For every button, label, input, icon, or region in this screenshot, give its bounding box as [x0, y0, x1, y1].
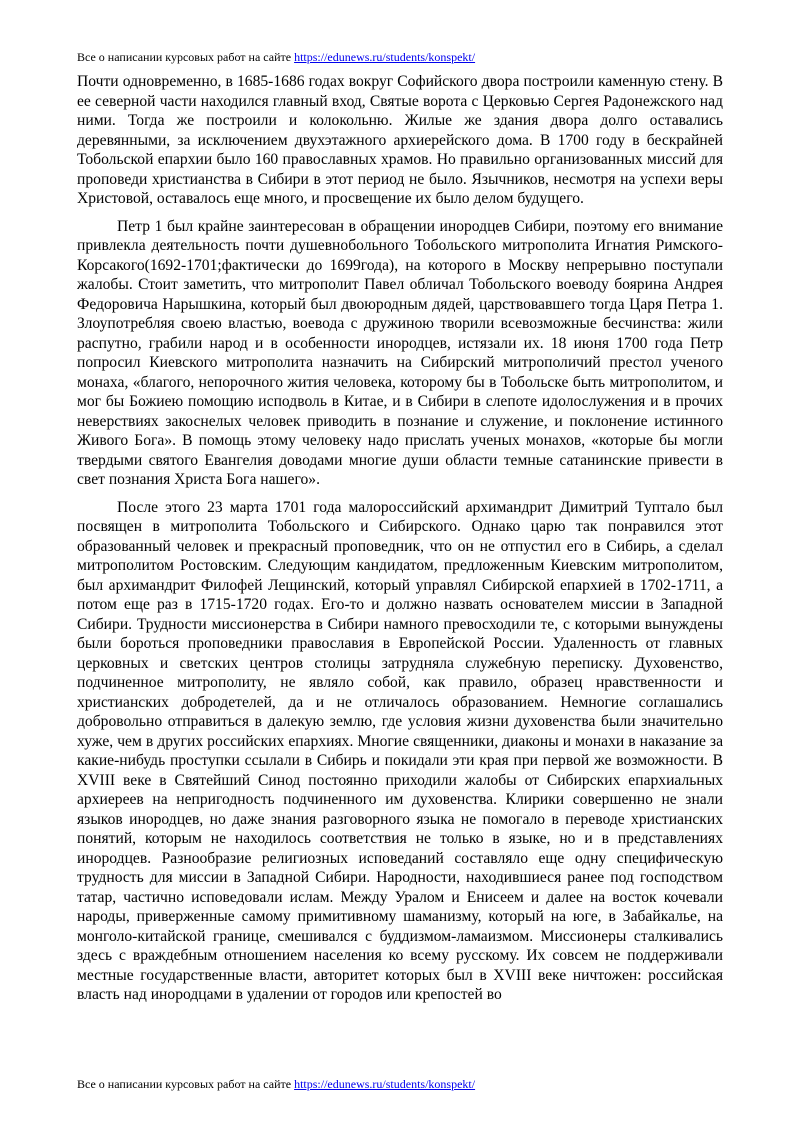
footer-link[interactable]: https://edunews.ru/students/konspekt/: [294, 1077, 476, 1091]
footer-text: Все о написании курсовых работ на сайте: [77, 1077, 292, 1091]
paragraph-2: Петр 1 был крайне заинтересован в обращении инородцев Сибири, поэтому его внимание привлекла деятельность почти душевнобольного Тобольского митрополита Игнатия Римского-Корсакого(1692-1701;фактически до 1699года), на которого в Москву непрерывно поступали жалобы. Стоит заметить, что митрополит Павел обличал Тобольского воеводу боярина Андрея Федоровича Нарышкина, который был двоюродным дядей, царствовавшего тогда Царя Петра 1. Злоупотребляя своею властью, воевода с дружиною творили всевозможные бесчинства: жили распутно, грабили народ и в особенности инородцев, истязали их. 18 июня 1700 года Петр попросил Киевского митрополита назначить на Сибирский митрополичий престол ученого монаха, «благого, непорочного жития человека, которому бы в Тобольске быть митрополитом, и мог бы Божиею помощию исподволь в Китае, и в Сибири в слепоте идолослужения и в прочих неверствиях закоснелых человек приводить в познание и служение, и поклонение истинного Живого Бога». В помощь этому человеку надо прислать ученых монахов, «которые бы могли твердыми святого Евангелия доводами многие души области темные сатанинские привести в свет познания Христа Бога нашего».: [77, 217, 723, 488]
page-header: [77, 50, 475, 65]
header-text: Все о написании курсовых работ на сайте: [77, 50, 292, 64]
paragraph-3: После этого 23 марта 1701 года малороссийский архимандрит Димитрий Туптало был посвящен в митрополита Тобольского и Сибирского. Однако царю так понравился этот образованный человек и прекрасный проповедник, что он не отпустил его в Сибирь, а сделал митрополитом Ростовским. Следующим кандидатом, предложенным Киевским митрополитом, был архимандрит Филофей Лещинский, который управлял Сибирской епархией в 1702-1711, а потом еще раз в 1715-1720 годах. Его-то и должно назвать основателем миссии в Западной Сибири. Трудности миссионерства в Сибири намного превосходили те, с которыми вынуждены были бороться проповедники православия в Европейской России. Удаленность от главных церковных и светских центров столицы затрудняла служебную переписку. Духовенство, подчиненное митрополиту, не являло собой, как правило, образец нравственности и христианских добродетелей, да и не отличалось образованием. Немногие соглашались добровольно отправиться в далекую землю, где условия жизни духовенства были значительно хуже, чем в других российских епархиях. Многие священники, диаконы и монахи в наказание за какие-нибудь проступки ссылали в Сибирь и покидали эти края при первой же возможности. В XVIII веке в Святейший Синод постоянно приходили жалобы от Сибирских епархиальных архиереев на непригодность подчиненного им духовенства. Клирики совершенно не знали языков инородцев, но даже знания разговорного языка не помогало в переводе христианских понятий, которым не находилось соответствия не только в языке, но и в представлениях инородцев. Разнообразие религиозных исповеданий составляло еще одну специфическую трудность для миссии в Западной Сибири. Народности, находившиеся ранее под господством татар, частично исповедовали ислам. Между Уралом и Енисеем и далее на восток кочевали народы, приверженные самому примитивному шаманизму, который на юге, в Забайкалье, на монголо-китайской границе, смешивался с буддизмом-ламаизмом. Миссионеры сталкивались здесь с враждебным отношением населения ко всему русскому. Их совсем не поддерживали местные государственные власти, авторитет которых был в XVIII веке ничтожен: российская власть над инородцами в удалении от городов или крепостей во: [77, 498, 723, 1003]
document-body: [77, 72, 723, 1013]
header-link[interactable]: https://edunews.ru/students/konspekt/: [294, 50, 476, 64]
paragraph-1: Почти одновременно, в 1685-1686 годах вокруг Софийского двора построили каменную стену. В ее северной части находился главный вход, Святые ворота с Церковью Сергея Радонежского над ними. Тогда же построили и колокольню. Жилые же здания двора долго оставались деревянными, за исключением двухэтажного архиерейского дома. В 1700 году в бескрайней Тобольской епархии было 160 православных храмов. Но правильно организованных миссий для проповеди христианства в Сибири в этот период не было. Язычников, несмотря на успехи веры Христовой, оставалось еще много, и просвещение их было делом будущего.: [77, 73, 723, 207]
page-footer: [77, 1077, 475, 1092]
